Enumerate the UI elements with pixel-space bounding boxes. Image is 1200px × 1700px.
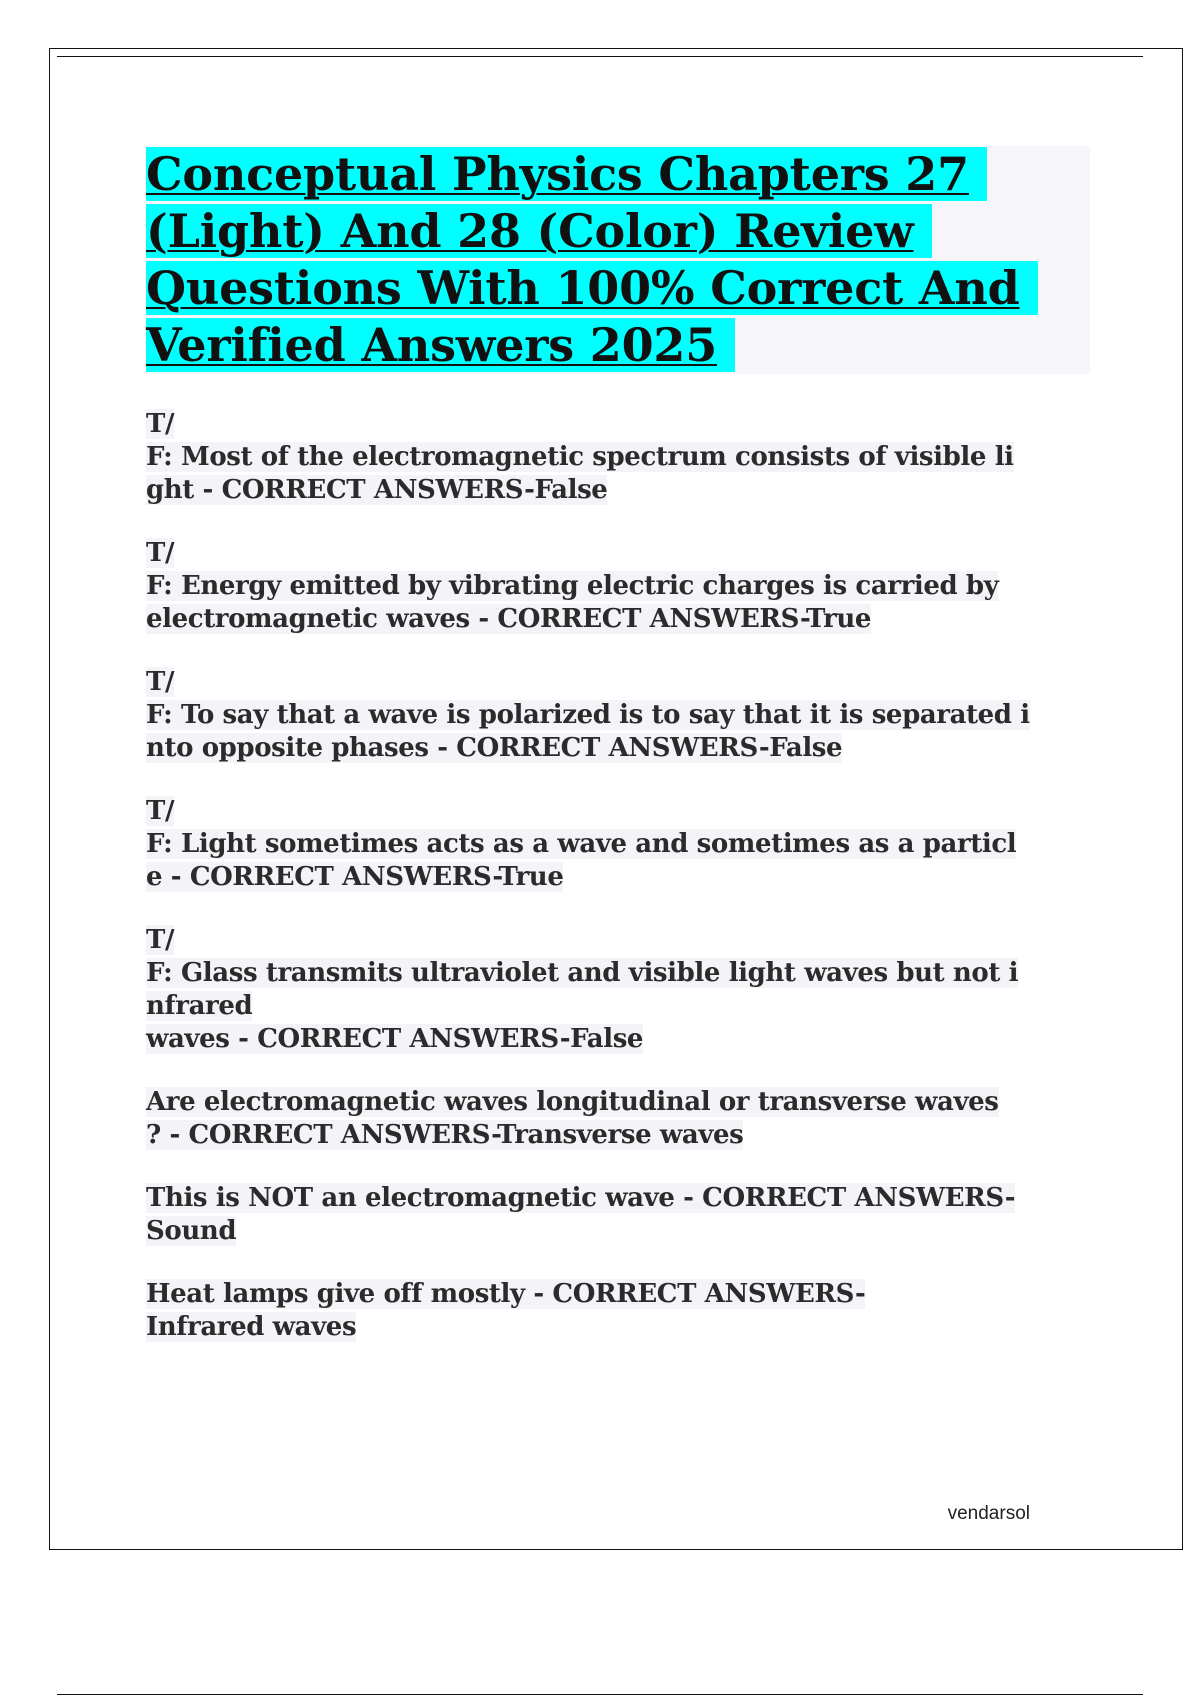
qa-line	[146, 603, 1091, 636]
qa-line	[146, 1311, 1091, 1344]
qa-line-text: Heat lamps give off mostly - CORRECT ANSWERS-	[146, 1279, 866, 1309]
qa-line	[146, 408, 1091, 441]
qa-line-text: F: Light sometimes acts as a wave and sometimes as a particl	[146, 829, 1017, 859]
top-rule	[57, 56, 1143, 57]
qa-item	[146, 924, 1091, 1056]
qa-line	[146, 990, 1091, 1023]
title-line: Questions With 100% Correct And	[146, 261, 1038, 315]
qa-item	[146, 666, 1091, 765]
qa-line-text: This is NOT an electromagnetic wave - CORRECT ANSWERS-	[146, 1183, 1016, 1213]
qa-line-text: T/	[146, 925, 175, 955]
qa-line	[146, 537, 1091, 570]
qa-line-text: nto opposite phases - CORRECT ANSWERS-False	[146, 733, 843, 763]
qa-line	[146, 828, 1091, 861]
qa-line	[146, 474, 1091, 507]
qa-line-text: waves - CORRECT ANSWERS-False	[146, 1024, 644, 1054]
qa-line	[146, 861, 1091, 894]
qa-line	[146, 699, 1091, 732]
title-block	[146, 146, 1090, 374]
qa-line	[146, 732, 1091, 765]
qa-line-text: F: To say that a wave is polarized is to say that it is separated i	[146, 700, 1030, 730]
qa-line	[146, 570, 1091, 603]
qa-line-text: T/	[146, 409, 175, 439]
qa-line	[146, 1215, 1091, 1248]
qa-line	[146, 441, 1091, 474]
qa-line-text: F: Glass transmits ultraviolet and visible light waves but not i	[146, 958, 1019, 988]
qa-line-text: Infrared waves	[146, 1312, 357, 1342]
document-title	[146, 146, 1090, 374]
qa-line-text: T/	[146, 796, 175, 826]
qa-line-text: ght - CORRECT ANSWERS-False	[146, 475, 608, 505]
qa-line	[146, 1278, 1091, 1311]
document-content	[146, 146, 1091, 1374]
qa-item	[146, 1182, 1091, 1248]
title-line: Verified Answers 2025	[146, 318, 735, 372]
qa-line	[146, 666, 1091, 699]
qa-line-text: ? - CORRECT ANSWERS-Transverse waves	[146, 1120, 744, 1150]
bottom-rule	[57, 1694, 1143, 1695]
qa-line-text: Sound	[146, 1216, 237, 1246]
qa-line-text: Are electromagnetic waves longitudinal or transverse waves	[146, 1087, 999, 1117]
qa-item	[146, 795, 1091, 894]
qa-line	[146, 1023, 1091, 1056]
qa-line	[146, 1086, 1091, 1119]
qa-line	[146, 1182, 1091, 1215]
qa-list	[146, 408, 1091, 1344]
qa-item	[146, 1278, 1091, 1344]
qa-item	[146, 1086, 1091, 1152]
qa-line-text: F: Energy emitted by vibrating electric charges is carried by	[146, 571, 999, 601]
qa-line	[146, 957, 1091, 990]
qa-line-text: T/	[146, 538, 175, 568]
qa-line-text: e - CORRECT ANSWERS-True	[146, 862, 564, 892]
qa-line-text: F: Most of the electromagnetic spectrum consists of visible li	[146, 442, 1014, 472]
footer-brand: vendarsol	[947, 1503, 1030, 1524]
title-line: Conceptual Physics Chapters 27	[146, 147, 987, 201]
qa-line	[146, 795, 1091, 828]
qa-item	[146, 408, 1091, 507]
title-line: (Light) And 28 (Color) Review	[146, 204, 932, 258]
qa-item	[146, 537, 1091, 636]
qa-line	[146, 1119, 1091, 1152]
qa-line	[146, 924, 1091, 957]
qa-line-text: nfrared	[146, 991, 253, 1021]
qa-line-text: T/	[146, 667, 175, 697]
qa-line-text: electromagnetic waves - CORRECT ANSWERS-True	[146, 604, 872, 634]
